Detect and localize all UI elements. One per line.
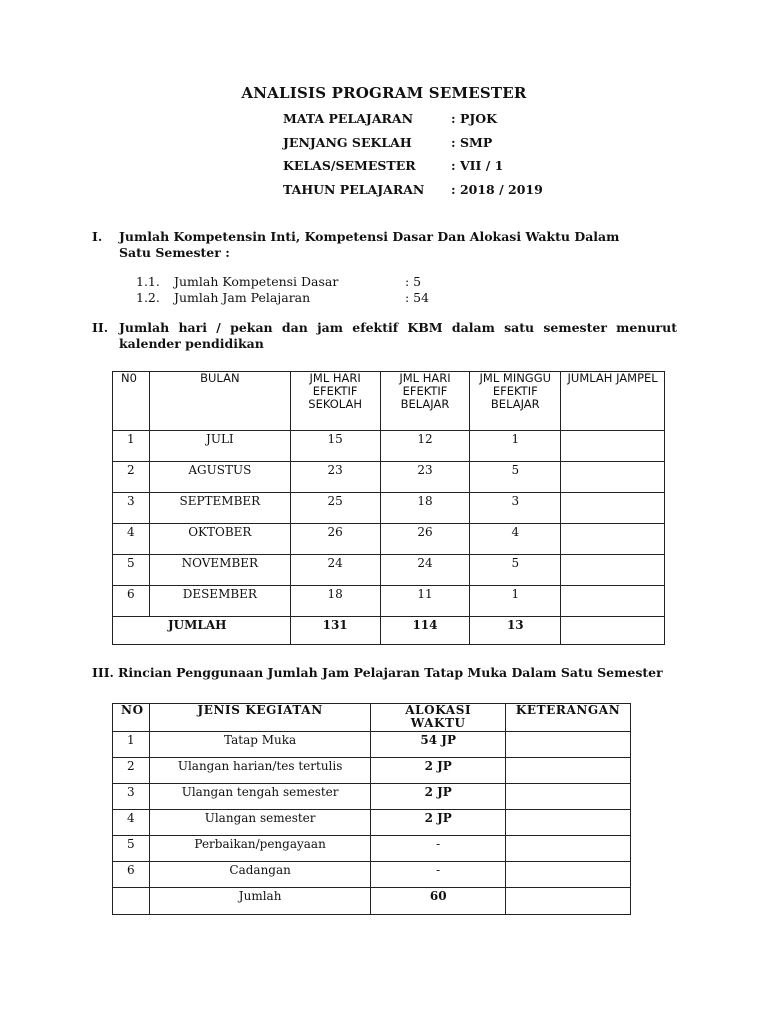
section-number: I. [92,229,103,244]
table-cell: 3 [113,784,150,810]
table-cell: 4 [470,524,561,555]
effective-days-table [112,371,665,645]
meta-value: : PJOK [451,111,498,126]
table-total-cell [506,888,631,915]
table-cell: 1 [470,586,561,617]
table-cell [561,431,665,462]
table-cell: 6 [113,862,150,888]
table-cell [113,888,150,915]
table-cell: 1 [113,431,150,462]
table-cell: Ulangan harian/tes tertulis [149,758,370,784]
table-row [113,555,665,586]
table-cell [561,462,665,493]
table-cell: 18 [380,493,470,524]
list-item-label: Jumlah Jam Pelajaran [174,289,311,305]
table-cell: Ulangan tengah semester [149,784,370,810]
table-cell: 24 [380,555,470,586]
table-header-cell: KETERANGAN [506,704,631,732]
table-header-cell: N0 [113,372,150,431]
table-header-cell: JUMLAH JAMPEL [561,372,665,431]
table-header-cell: JML HARI EFEKTIF BELAJAR [380,372,470,431]
table-cell [506,862,631,888]
table-cell: 3 [113,493,150,524]
table-header-row [113,372,665,431]
table-cell: 6 [113,586,150,617]
lesson-hours-table [112,703,631,915]
list-item-label: Jumlah Kompetensi Dasar [174,274,339,289]
table-cell: 4 [113,810,150,836]
table-cell [561,555,665,586]
table-total-cell: 60 [371,888,506,915]
table-cell: 1 [470,431,561,462]
table-cell [506,732,631,758]
table-row [113,810,631,836]
table-row [113,431,665,462]
table-cell: 2 JP [371,810,506,836]
table-cell: NOVEMBER [149,555,290,586]
meta-value: : VII / 1 [451,158,504,173]
list-item-value: : 5 [405,274,422,289]
section-text: Jumlah Kompetensin Inti, Kompetensi Dasar Dan Alokasi Waktu Dalam Satu Semester : [119,229,620,260]
table-cell: Cadangan [149,862,370,888]
table-cell: 23 [380,462,470,493]
table-cell: Perbaikan/pengayaan [149,836,370,862]
table-cell: 26 [380,524,470,555]
table-cell [561,586,665,617]
table-total-row [113,617,665,645]
table-cell: 23 [290,462,380,493]
table-cell: OKTOBER [149,524,290,555]
table-total-row [113,888,631,915]
table-cell: 12 [380,431,470,462]
table-cell [506,758,631,784]
meta-value: : 2018 / 2019 [451,181,543,197]
table-total-cell: 114 [380,617,470,645]
section-number: III. [92,665,114,680]
table-row [113,524,665,555]
table-row [113,462,665,493]
table-header-cell: JENIS KEGIATAN [149,704,370,732]
table-cell [506,836,631,862]
table-cell: 2 [113,758,150,784]
table-row [113,493,665,524]
table-cell: 15 [290,431,380,462]
table-cell: 3 [470,493,561,524]
table-cell: Tatap Muka [149,732,370,758]
table-cell: 5 [113,555,150,586]
table-cell: 54 JP [371,732,506,758]
table-cell: 2 JP [371,758,506,784]
table-cell [561,524,665,555]
table-cell: 18 [290,586,380,617]
table-header-cell: JML HARI EFEKTIF SEKOLAH [290,372,380,431]
section-text: Rincian Penggunaan Jumlah Jam Pelajaran Tatap Muka Dalam Satu Semester [118,665,663,680]
table-cell [506,784,631,810]
table-total-label: Jumlah [149,888,370,915]
table-row [113,784,631,810]
table-row [113,586,665,617]
list-item-value: : 54 [405,289,430,305]
table-cell: 24 [290,555,380,586]
table-cell: 2 JP [371,784,506,810]
table-cell: 26 [290,524,380,555]
table-cell: 5 [470,555,561,586]
meta-label: KELAS/SEMESTER [283,158,416,173]
list-item-number: 1.1. [136,274,160,289]
table-header-cell: ALOKASI WAKTU [371,704,506,732]
section-text: Jumlah hari / pekan dan jam efektif KBM dalam satu semester menurut kalender pendidikan [119,320,677,351]
meta-label: TAHUN PELAJARAN [283,181,425,197]
table-cell: DESEMBER [149,586,290,617]
table-cell: SEPTEMBER [149,493,290,524]
table-row [113,758,631,784]
table-cell: 5 [113,836,150,862]
table-total-cell: 131 [290,617,380,645]
table-row [113,862,631,888]
table-cell: Ulangan semester [149,810,370,836]
table-cell: 2 [113,462,150,493]
table-cell: 25 [290,493,380,524]
table-cell: 1 [113,732,150,758]
table-total-cell [561,617,665,645]
table-cell: - [371,836,506,862]
table-row [113,732,631,758]
section-number: II. [92,320,109,335]
meta-label: JENJANG SEKLAH [283,134,412,150]
meta-label: MATA PELAJARAN [283,111,414,126]
table-header-cell: NO [113,704,150,732]
table-cell: 11 [380,586,470,617]
table-cell [561,493,665,524]
table-header-cell: BULAN [149,372,290,431]
table-cell [506,810,631,836]
table-cell: AGUSTUS [149,462,290,493]
document-title: ANALISIS PROGRAM SEMESTER [241,84,527,102]
table-header-cell: JML MINGGU EFEKTIF BELAJAR [470,372,561,431]
table-cell: 5 [470,462,561,493]
table-total-label: JUMLAH [113,617,291,645]
meta-value: : SMP [451,134,493,150]
table-total-cell: 13 [470,617,561,645]
table-cell: - [371,862,506,888]
table-row [113,836,631,862]
table-cell: JULI [149,431,290,462]
table-header-row [113,704,631,732]
table-cell: 4 [113,524,150,555]
list-item-number: 1.2. [136,289,160,305]
